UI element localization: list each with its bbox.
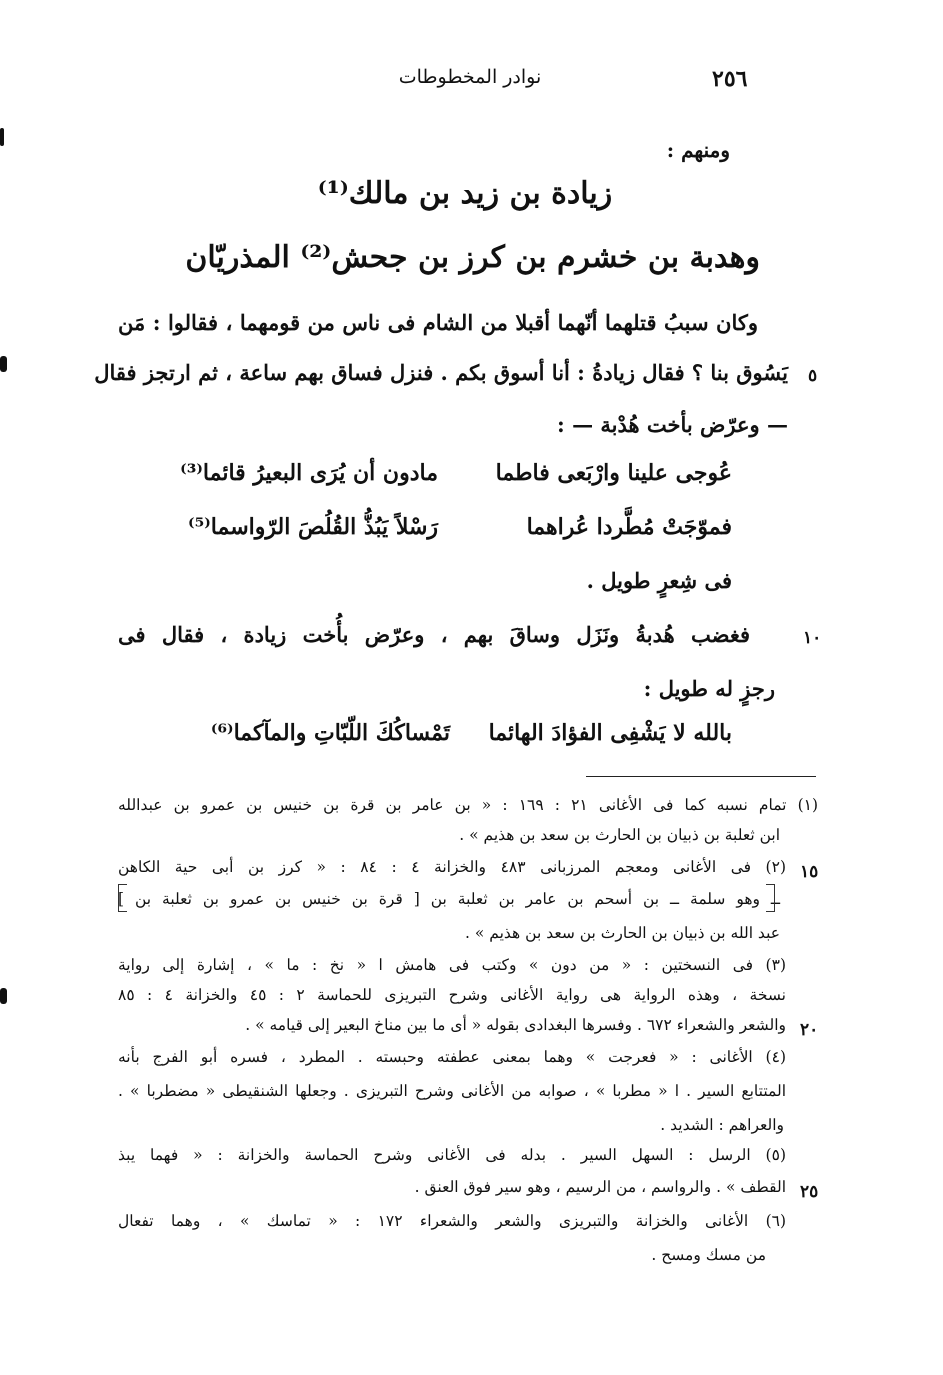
footnote-line: (٣) فى النسختين : « من دون » وكتب فى هامش ا « نخ : ما » ، إشارة إلى رواية <box>118 956 786 974</box>
body-line: رجزٍ له طويل : <box>643 676 775 701</box>
scan-mark <box>0 988 7 1004</box>
body-line: يَسُوق بنا ؟ فقال زيادةُ : أنا أسوق بكم . فنزل فساق بهم ساعة ، ثم ارتجز فقال <box>94 360 788 385</box>
verse-hemistich-right: فموّجَتْ مُطَّردا عُراهما <box>526 514 732 540</box>
section-intro: ومنهم : <box>666 138 730 162</box>
line-number: ١٠ <box>803 628 822 648</box>
body-line: وكان سببُ قتلهما أنّهما أقبلا من الشام فى ناس من قومهما ، فقالوا : مَن <box>118 310 758 335</box>
verse-hemistich-right: بالله لا يَشْفِى الفؤادَ الهائما <box>488 720 732 746</box>
footnote-line: (٥) الرسل : السهل السير . بدله فى الأغانى وشرح الحماسة والخزانة : « فهما يبذ <box>118 1146 786 1164</box>
scan-mark <box>0 128 4 146</box>
verse-hemistich-left: مادون أن يُرَى البعيرُ قائما⁽³⁾ <box>180 460 438 486</box>
line-number: ١٥ <box>800 862 819 882</box>
footnote-line: ابن ثعلبة بن ذبيان بن الحارث بن سعد بن هذيم » . <box>459 826 780 844</box>
footnote-line: (١) تمام نسبه كما فى الأغانى ٢١ : ١٦٩ : « بن عامر بن قرة بن خنيس بن عمرو بن عبدالله <box>118 796 819 814</box>
footnote-line: (٦) الأغانى والخزانة والتبريزى والشعر والشعراء ١٧٢ : « تماسك » ، وهما تفعال <box>118 1212 787 1230</box>
bracket-left <box>118 884 127 912</box>
name-heading-1: زيادة بن زيد بن مالك⁽¹⁾ <box>317 176 613 211</box>
footnote-line: نسخة ، وهذه الرواية هى رواية الأغانى وشرح التبريزى للحماسة ٢ : ٤٥ والخزانة ٤ : ٨٥ <box>118 986 786 1004</box>
line-number: ٢٥ <box>800 1182 819 1202</box>
footnote-line: والشعر والشعراء ٦٧٢ . وفسرها البغدادى بقوله « أى ما بين مناخ البعير إلى قيامه » . <box>245 1016 786 1034</box>
body-line: — وعرّض بأخت هُدْبة — : <box>557 412 788 437</box>
footnote-line: القطف » . والرواسم ، من الرسيم ، وهو سير فوق العنق . <box>414 1178 786 1196</box>
verse-hemistich-left: تَمْساكُكَ اللّبّاتِ والمآكما⁽⁶⁾ <box>210 720 450 746</box>
footnote-separator <box>586 776 816 777</box>
verse-hemistich-left: رَسْلاً يَبُذُّ القُلُصَ الرّواسما⁽⁵⁾ <box>188 514 438 540</box>
footnote-line: من مسك ومسح . <box>651 1246 766 1264</box>
running-title: نوادر المخطوطات <box>398 66 542 88</box>
body-line: فى شِعرٍ طويل . <box>586 568 732 593</box>
page-number: ٢٥٦ <box>712 66 748 92</box>
footnote-line: والعراهم : الشديد . <box>660 1116 784 1134</box>
footnote-line: المتتابع السير . ا « مطربا » ، صوابه من الأغانى وشرح التبريزى . وجعلها الشنقيطى « مضطربا » . <box>118 1082 786 1100</box>
footnote-line: ــ وهو سلمة ــ بن أسحم بن عامر بن ثعلبة بن [ قرة بن خنيس بن عمرو بن ثعلبة بن ] <box>118 890 780 908</box>
body-line: فغضب هُدبةُ ونَزَل وساقَ بهم ، وعرّض بأُخت زيادة ، فقال فى <box>118 622 750 647</box>
bracket-right <box>766 884 775 912</box>
name-heading-2: وهدبة بن خشرم بن كرز بن جحش⁽²⁾ المذريّان <box>185 240 760 275</box>
verse-hemistich-right: عُوجى علينا وارْبَعى فاطما <box>495 460 732 486</box>
footnote-line: (٢) فى الأغانى ومعجم المرزبانى ٤٨٣ والخزانة ٤ : ٨٤ : « كرز بن أبى حية الكاهن <box>118 858 786 876</box>
line-number: ٢٠ <box>800 1020 819 1040</box>
line-number: ٥ <box>808 366 818 386</box>
footnote-line: عبد الله بن ذبيان بن الحارث بن سعد بن هذيم » . <box>465 924 780 942</box>
footnote-line: (٤) الأغانى : « فعرجت » وهما بمعنى عطفته وحبسته . المطرد ، فسره أبو الفرج بأنه <box>118 1048 786 1066</box>
scan-mark <box>0 356 7 372</box>
